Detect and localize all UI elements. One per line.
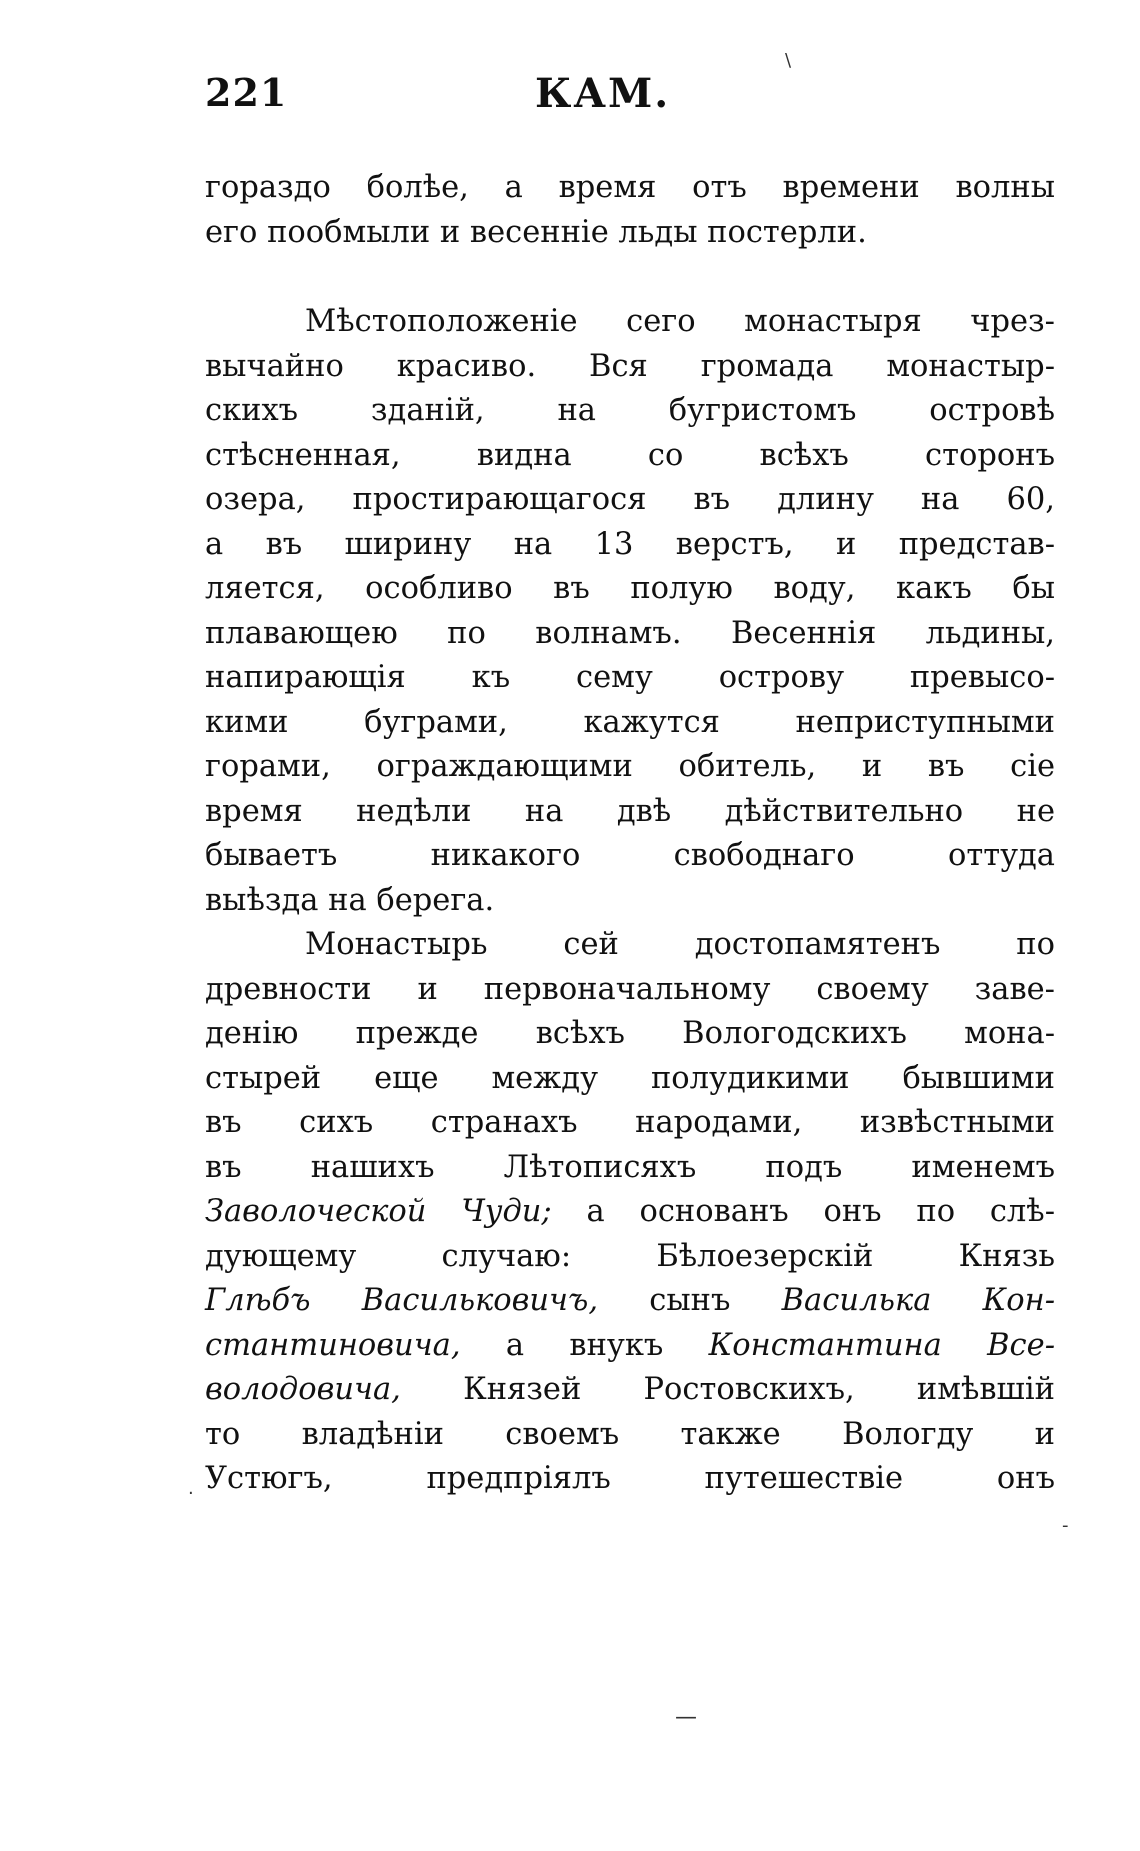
italic-name: стантиновича, (205, 1327, 461, 1363)
paragraph-2 (205, 300, 1055, 923)
page-header (205, 70, 1065, 130)
text-line (205, 1190, 1055, 1235)
text-line: выѣзда на берега. (205, 882, 495, 918)
scan-mark: \ (785, 50, 792, 71)
text-line: вычайно красиво. Вся громада монастыр- (205, 348, 1055, 384)
italic-name: Глѣбъ Васильковичъ, (205, 1283, 599, 1318)
italic-name: володовича, (205, 1372, 401, 1407)
text-span: а основанъ онъ по слѣ- (551, 1194, 1055, 1229)
text-line: гораздо болѣе, а время отъ времени волны (205, 170, 1055, 205)
text-line: горами, ограждающими обитель, и въ сіе (205, 749, 1055, 784)
text-span: Князей Ростовскихъ, имѣвшій (400, 1372, 1055, 1407)
italic-name: Константина Все- (708, 1327, 1055, 1363)
text-line: плавающею по волнамъ. Весеннія льдины, (205, 615, 1055, 651)
text-line: озера, простирающагося въ длину на 60, (205, 482, 1055, 517)
text-line: Устюгъ, предпріялъ путешествіе онъ (205, 1461, 1055, 1496)
running-head: КАМ. (535, 70, 671, 117)
body-text (205, 166, 1055, 1502)
text-line: въ нашихъ Лѣтописяхъ подъ именемъ (205, 1149, 1055, 1185)
text-line: бываетъ никакого свободнаго оттуда (205, 838, 1055, 873)
text-line: денію прежде всѣхъ Вологодскихъ мона- (205, 1016, 1055, 1051)
text-line: а въ ширину на 13 верстъ, и представ- (205, 526, 1055, 562)
text-line: ляется, особливо въ полую воду, какъ бы (205, 571, 1055, 606)
text-span: а внукъ (460, 1327, 709, 1363)
scan-mark: — (675, 1705, 697, 1730)
text-line (205, 1324, 1055, 1369)
text-line: Монастырь сей достопамятенъ по (305, 927, 1055, 962)
text-line: въ сихъ странахъ народами, извѣстными (205, 1105, 1055, 1140)
scan-mark: · (188, 1483, 194, 1504)
page-number: 221 (205, 70, 288, 115)
text-line: стѣсненная, видна со всѣхъ сторонъ (205, 437, 1055, 473)
italic-name: Заволоческой Чуди; (205, 1194, 552, 1229)
text-line: время недѣли на двѣ дѣйствительно не (205, 793, 1055, 829)
paragraph-3 (205, 923, 1055, 1502)
paragraph-1 (205, 166, 1055, 255)
text-line: стырей еще между полудикими бывшими (205, 1060, 1055, 1096)
text-line: скихъ зданій, на бугристомъ островѣ (205, 393, 1055, 428)
scan-mark: - (1062, 1515, 1069, 1536)
text-line (205, 1279, 1055, 1324)
italic-name: Василька Кон- (781, 1283, 1055, 1318)
text-line: дующему случаю: Бѣлоезерскій Князь (205, 1238, 1055, 1274)
text-span: сынъ (598, 1283, 782, 1318)
text-line: кими буграми, кажутся неприступными (205, 704, 1055, 740)
text-line: то владѣніи своемъ также Вологду и (205, 1416, 1055, 1452)
text-line: напирающія къ сему острову превысо- (205, 660, 1055, 695)
text-line: его пообмыли и весенніе льды постерли. (205, 214, 867, 250)
text-line (205, 1368, 1055, 1413)
text-line: Мѣстоположеніе сего монастыря чрез- (305, 304, 1055, 339)
text-line: древности и первоначальному своему заве- (205, 971, 1055, 1007)
